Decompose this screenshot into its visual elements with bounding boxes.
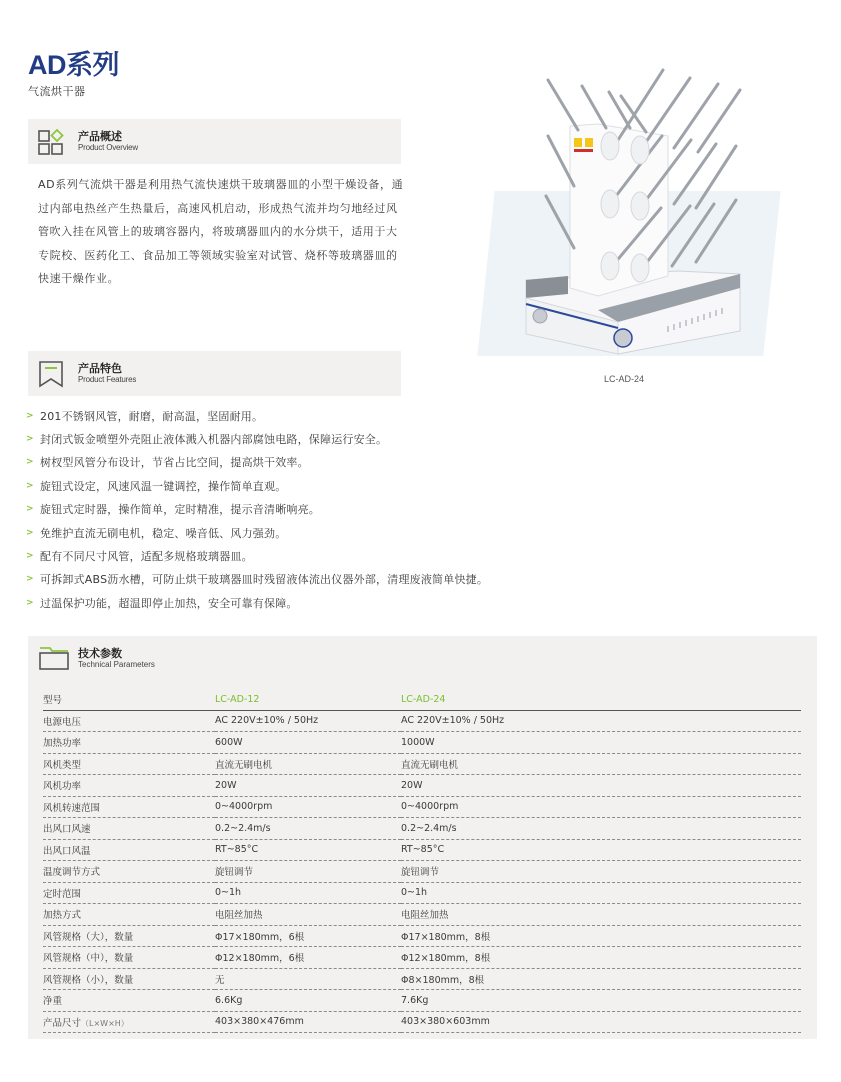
chevron-right-icon: > xyxy=(26,551,34,562)
table-row: 产品尺寸（L×W×H） 403×380×476mm 403×380×603mm xyxy=(43,1011,801,1033)
series-title: AD系列 xyxy=(28,50,119,80)
feature-item: > 封闭式钣金喷塑外壳阻止液体溅入机器内部腐蚀电路，保障运行安全。 xyxy=(26,433,388,447)
product-image xyxy=(478,66,778,396)
chevron-right-icon: > xyxy=(26,434,34,445)
feature-item: > 可拆卸式ABS沥水槽，可防止烘干玻璃器皿时残留液体流出仪器外部，清理废液简单快捷。 xyxy=(26,573,489,587)
feature-item: > 旋钮式设定，风速风温一键调控，操作简单直观。 xyxy=(26,479,287,493)
params-title-en: Technical Parameters xyxy=(78,659,155,669)
table-row: 风管规格（小），数量 无 Φ8×180mm，8根 xyxy=(43,968,801,990)
table-row: 风管规格（大），数量 Φ17×180mm，6根 Φ17×180mm，8根 xyxy=(43,925,801,947)
table-header-row xyxy=(43,689,801,710)
table-row: 出风口风温 RT~85°C RT~85°C xyxy=(43,839,801,861)
table-row: 风机类型 直流无刷电机 直流无刷电机 xyxy=(43,753,801,775)
overview-section-header xyxy=(28,119,401,164)
features-title: 产品特色 xyxy=(78,362,122,375)
bookmark-icon xyxy=(38,360,70,388)
series-subtitle: 气流烘干器 xyxy=(28,85,86,98)
table-row: 定时范围 0~1h 0~1h xyxy=(43,882,801,904)
table-row: 温度调节方式 旋钮调节 旋钮调节 xyxy=(43,861,801,883)
column-header-model: 型号 xyxy=(43,689,215,710)
folder-icon xyxy=(38,644,70,672)
feature-item: > 树杈型风管分布设计，节省占比空间，提高烘干效率。 xyxy=(26,456,309,470)
chevron-right-icon: > xyxy=(26,480,34,491)
table-row: 出风口风速 0.2~2.4m/s 0.2~2.4m/s xyxy=(43,818,801,840)
overview-title: 产品概述 xyxy=(78,130,122,143)
column-header-lc-ad-12: LC-AD-12 xyxy=(215,689,401,710)
chevron-right-icon: > xyxy=(26,574,34,585)
overview-title-en: Product Overview xyxy=(78,143,138,152)
chevron-right-icon: > xyxy=(26,410,34,421)
chevron-right-icon: > xyxy=(26,504,34,515)
feature-item: > 配有不同尺寸风管，适配多规格玻璃器皿。 xyxy=(26,550,253,564)
airflow-dryer-illustration xyxy=(478,66,778,366)
table-row: 风机转速范围 0~4000rpm 0~4000rpm xyxy=(43,796,801,818)
params-title: 技术参数 xyxy=(78,646,122,660)
table-row: 加热方式 电阻丝加热 电阻丝加热 xyxy=(43,904,801,926)
overview-text: AD系列气流烘干器是利用热气流快速烘干玻璃器皿的小型干燥设备，通过内部电热丝产生热量后，高速风机启动，形成热气流并均匀地经过风管吹入挂在风管上的玻璃容器内，将玻璃器皿内的水分烘干，适用于大专院校、医药化工、食品加工等领域实验室对试管、烧杯等玻璃器皿的快速干燥作业。 xyxy=(38,178,404,285)
params-section-header xyxy=(38,644,155,672)
params-table xyxy=(43,689,801,1033)
params-panel xyxy=(28,636,817,1039)
table-row: 风机功率 20W 20W xyxy=(43,775,801,797)
table-row: 风管规格（中），数量 Φ12×180mm，6根 Φ12×180mm，8根 xyxy=(43,947,801,969)
chevron-right-icon: > xyxy=(26,597,34,608)
table-row: 加热功率 600W 1000W xyxy=(43,732,801,754)
table-row: 电源电压 AC 220V±10% / 50Hz AC 220V±10% / 50Hz xyxy=(43,710,801,732)
feature-item: > 过温保护功能，超温即停止加热，安全可靠有保障。 xyxy=(26,596,298,610)
features-list xyxy=(26,404,488,615)
feature-item: > 201不锈钢风管，耐磨，耐高温，坚固耐用。 xyxy=(26,409,264,423)
column-header-lc-ad-24: LC-AD-24 xyxy=(401,689,801,710)
features-title-en: Product Features xyxy=(78,375,137,384)
features-section-header xyxy=(28,351,401,396)
chevron-right-icon: > xyxy=(26,527,34,538)
chevron-right-icon: > xyxy=(26,457,34,468)
product-caption: LC-AD-24 xyxy=(604,374,645,384)
grid-diamond-icon xyxy=(38,128,70,156)
table-row: 净重 6.6Kg 7.6Kg xyxy=(43,990,801,1012)
feature-item: > 免维护直流无刷电机，稳定、噪音低、风力强劲。 xyxy=(26,526,287,540)
feature-item: > 旋钮式定时器，操作简单，定时精准，提示音清晰响亮。 xyxy=(26,503,320,517)
